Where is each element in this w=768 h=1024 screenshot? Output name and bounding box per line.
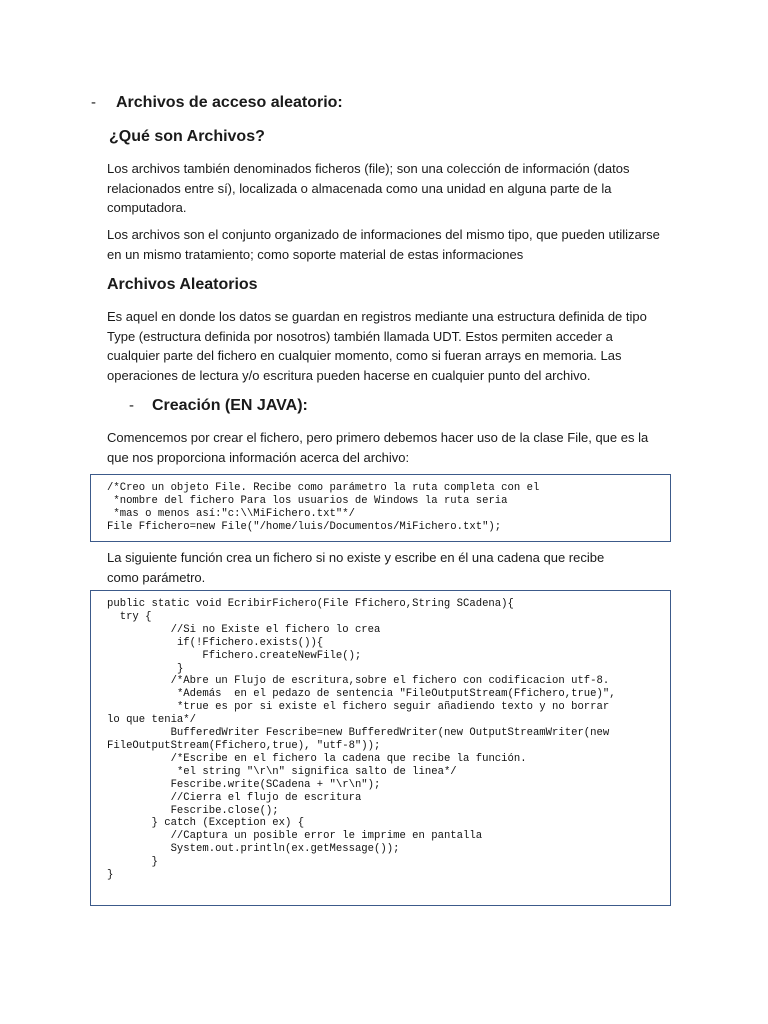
paragraph-function-description: La siguiente función crea un fichero si no existe y escribe en él una cadena que recibe como parámetro. xyxy=(107,550,605,585)
paragraph-organized-set: Los archivos son el conjunto organizado de informaciones del mismo tipo, que pueden utilizarse en un mismo tratamiento; como soporte material de estas informaciones xyxy=(107,227,660,262)
random-files-heading: Archivos Aleatorios xyxy=(107,276,258,293)
code-text: /*Creo un objeto File. Recibe como parámetro la ruta completa con el *nombre del fichero Para los usuarios de Windows la ruta seria *mas o menos así:"c:\\MiFichero.txt"*/ File Ffichero=new File("/home/luis/Documentos/MiFichero.txt"); xyxy=(107,482,540,533)
paragraph-create-file: Comencemos por crear el fichero, pero primero debemos hacer uso de la clase File, que es la que nos proporciona información acerca del archivo: xyxy=(107,430,649,465)
code-block-file-object xyxy=(90,474,671,542)
bullet-dash: - xyxy=(91,94,96,111)
creation-bullet xyxy=(129,397,308,415)
bullet-dash: - xyxy=(129,397,134,414)
code-block-write-function xyxy=(90,590,671,906)
code-text: public static void EcribirFichero(File Ffichero,String SCadena){ try { //Si no Existe el fichero lo crea if(!Ffichero.exists()){ Ffichero.createNewFile(); } /*Abre un Flujo de escritura,sobre el fichero con codificacion utf-8. *Además en el pedazo de sentencia "FileOutputStream(Ffichero,true)", *true es por si existe el fichero seguir añadiendo texto y no borrar lo que tenia*/ BufferedWriter Fescribe=new BufferedWriter(new OutputStreamWriter(new FileOutputStream(Ffichero,true), "utf-8")); /*Escribe en el fichero la cadena que recibe la función. *el string "\r\n" significa salto de linea*/ Fescribe.write(SCadena + "\r\n"); //Cierra el flujo de escritura Fescribe.close(); } catch (Exception ex) { //Captura un posible error le imprime en pantalla System.out.println(ex.getMessage()); } } xyxy=(107,598,616,882)
paragraph-random-files: Es aquel en donde los datos se guardan en registros mediante una estructura definida de tipo Type (estructura definida por nosotros) también llamada UDT. Estos permiten acceder a cualquier parte del fichero en cualquier momento, como si fueran arrays en memoria. Las operaciones de lectura y/o escritura pueden hacerse en cualquier punto del archivo. xyxy=(107,309,647,383)
what-are-files-heading: ¿Qué son Archivos? xyxy=(109,128,265,145)
random-access-bullet xyxy=(91,94,343,112)
creation-heading: Creación (EN JAVA): xyxy=(152,397,308,414)
paragraph-definition: Los archivos también denominados ficheros (file); son una colección de información (datos relacionados entre sí), localizada o almacenada como una unidad en alguna parte de la computadora. xyxy=(107,161,630,215)
random-access-heading: Archivos de acceso aleatorio: xyxy=(116,94,343,111)
